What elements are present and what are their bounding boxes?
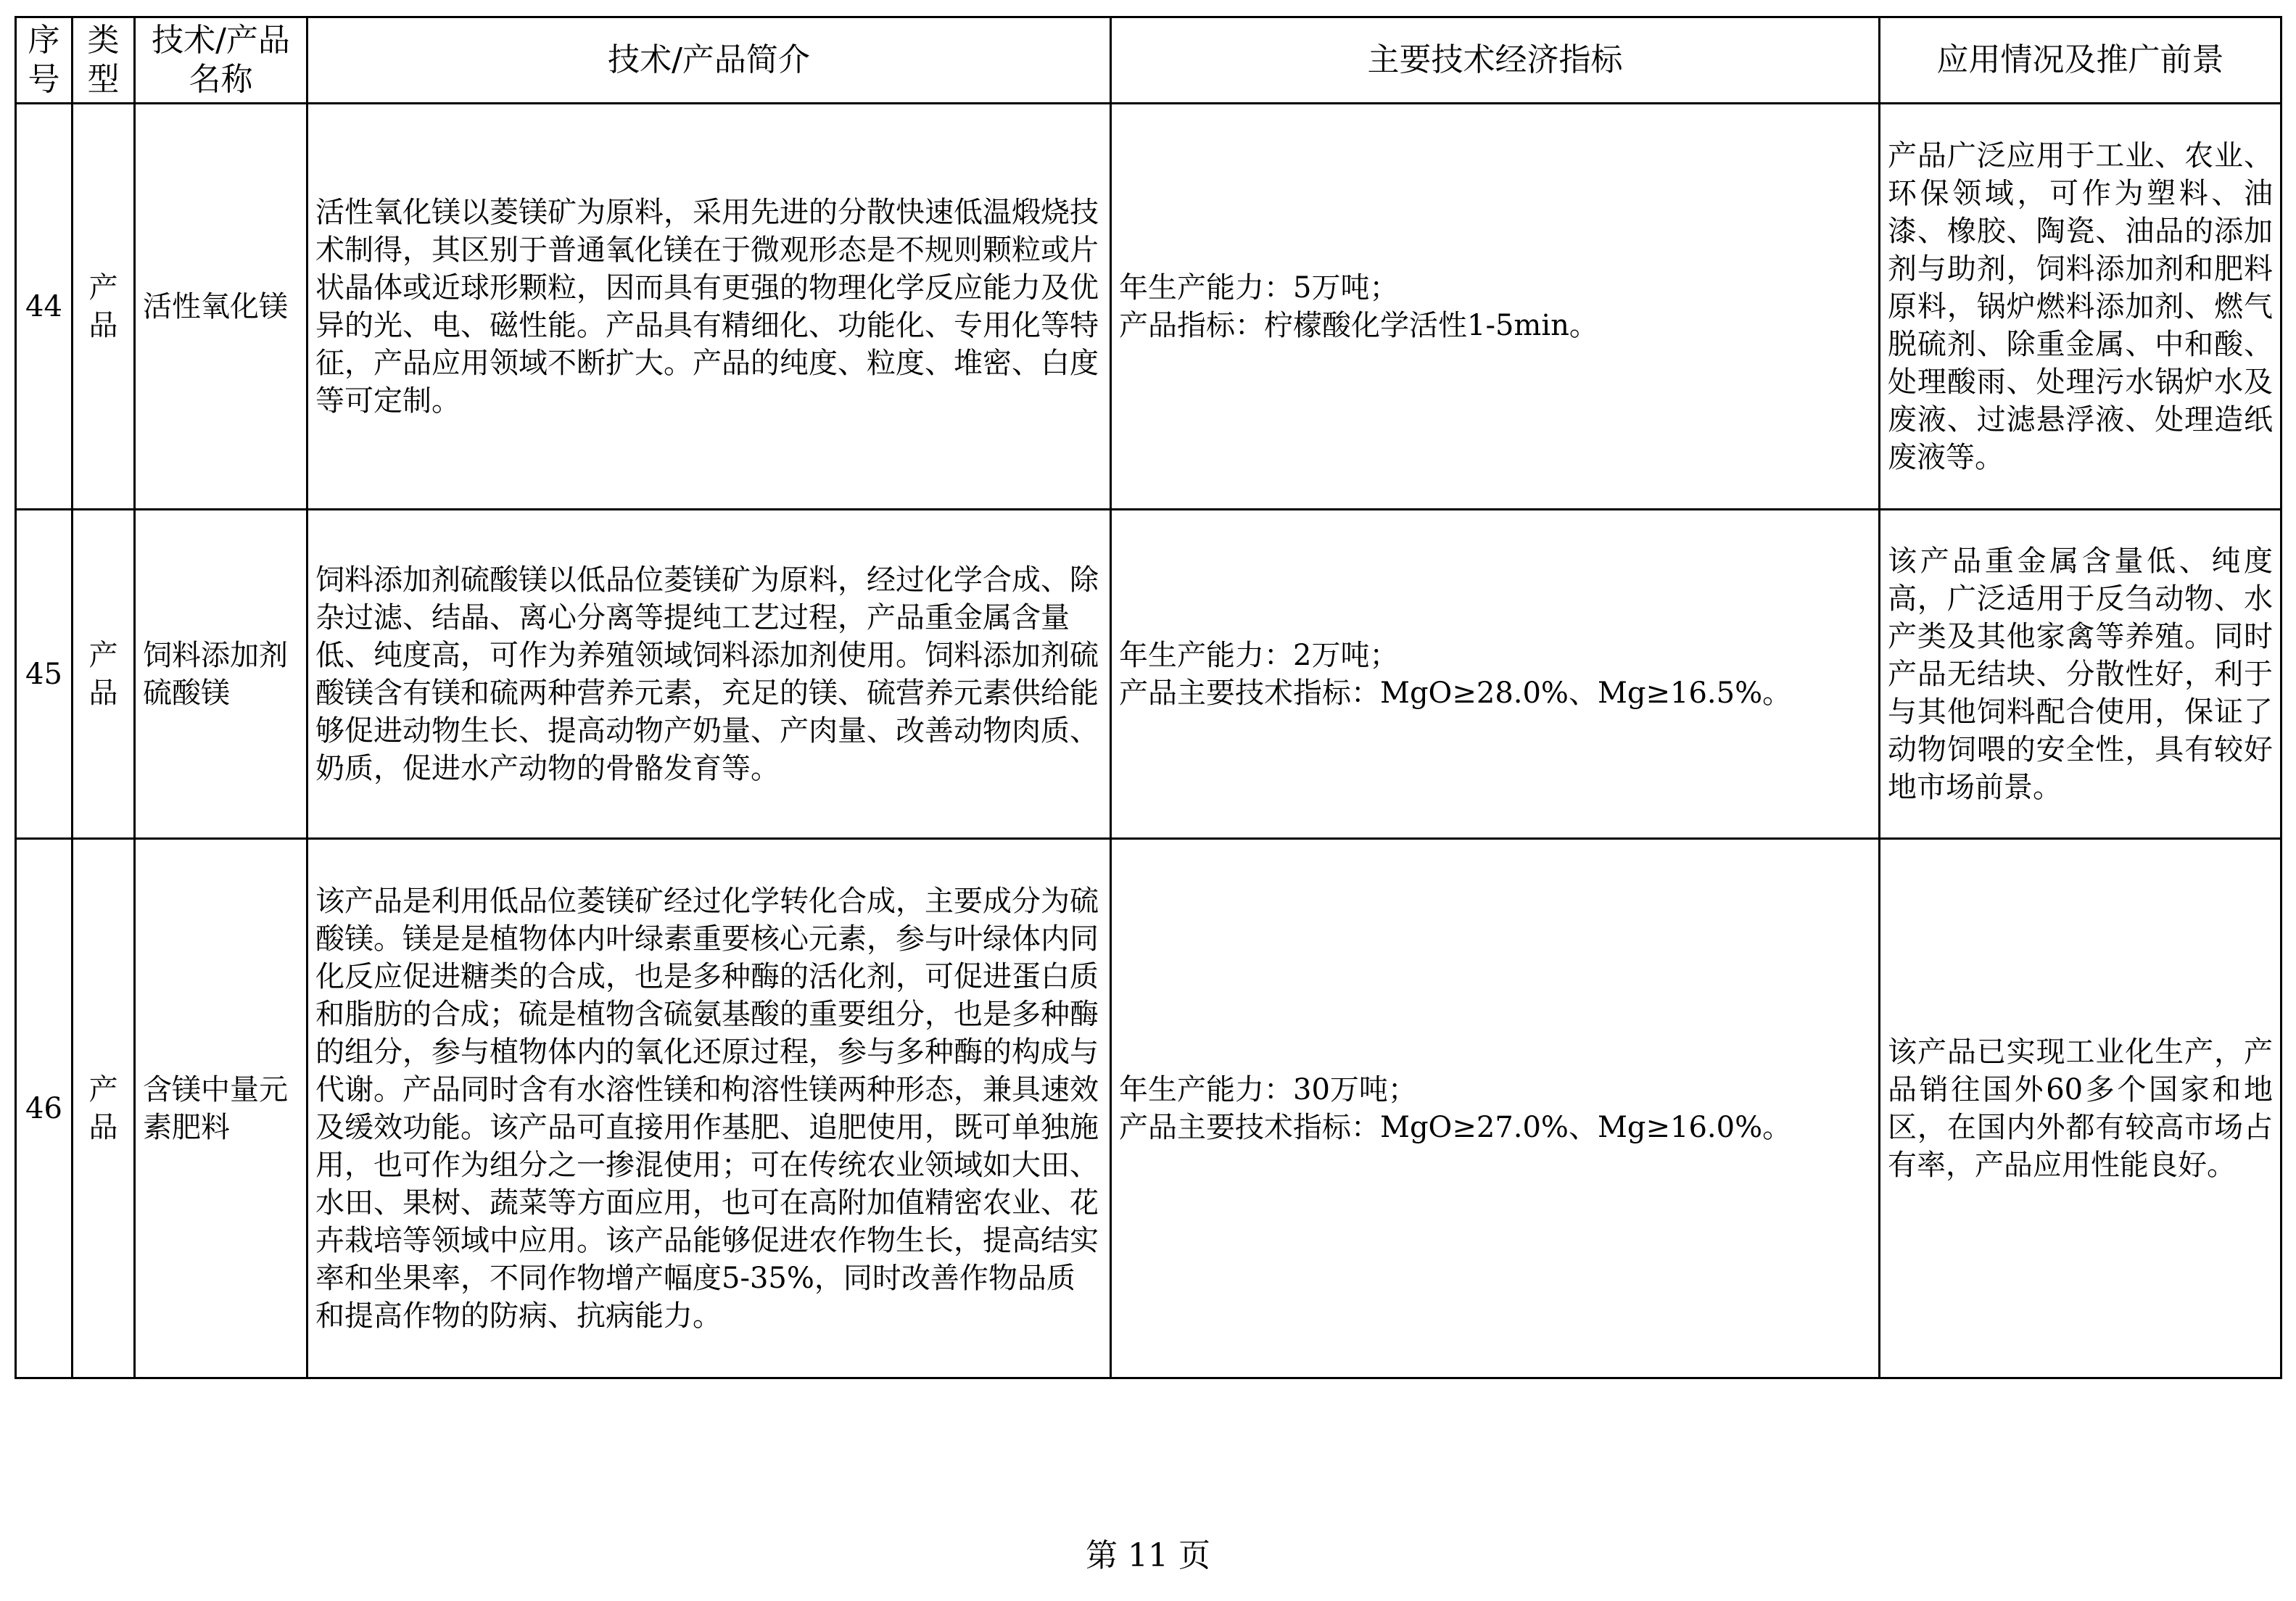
row-intro: 饲料添加剂硫酸镁以低品位菱镁矿为原料，经过化学合成、除杂过滤、结晶、离心分离等提纯工艺过程，产品重金属含量低、纯度高，可作为养殖领域饲料添加剂使用。饲料添加剂硫酸镁含有镁和硫两种营养元素，充足的镁、硫营养元素供给能够促进动物生长、提高动物产奶量、产肉量、改善动物肉质、奶质，促进水产动物的骨骼发育等。 xyxy=(307,510,1111,839)
header-intro: 技术/产品简介 xyxy=(307,17,1111,104)
row-type: 产品 xyxy=(73,104,135,510)
row-application: 该产品重金属含量低、纯度高，广泛适用于反刍动物、水产类及其他家禽等养殖。同时产品无结块、分散性好，利于与其他饲料配合使用，保证了动物饲喂的安全性，具有较好地市场前景。 xyxy=(1880,510,2281,839)
index-capacity: 年生产能力：30万吨； xyxy=(1119,1072,1417,1106)
index-capacity: 年生产能力：2万吨； xyxy=(1119,638,1399,672)
row-no: 46 xyxy=(16,839,73,1378)
row-intro: 活性氧化镁以菱镁矿为原料，采用先进的分散快速低温煅烧技术制得，其区别于普通氧化镁在于微观形态是不规则颗粒或片状晶体或近球形颗粒，因而具有更强的物理化学反应能力及优异的光、电、磁性能。产品具有精细化、功能化、专用化等特征，产品应用领域不断扩大。产品的纯度、粒度、堆密、白度等可定制。 xyxy=(307,104,1111,510)
catalog-table xyxy=(15,16,2282,1379)
row-name: 含镁中量元素肥料 xyxy=(135,839,307,1378)
row-type: 产品 xyxy=(73,510,135,839)
page-number: 第 11 页 xyxy=(1086,1537,1210,1574)
row-no: 44 xyxy=(16,104,73,510)
row-intro: 该产品是利用低品位菱镁矿经过化学转化合成，主要成分为硫酸镁。镁是是植物体内叶绿素重要核心元素，参与叶绿体内同化反应促进糖类的合成，也是多种酶的活化剂，可促进蛋白质和脂肪的合成；硫是植物含硫氨基酸的重要组分，也是多种酶的组分，参与植物体内的氧化还原过程，参与多种酶的构成与代谢。产品同时含有水溶性镁和枸溶性镁两种形态，兼具速效及缓效功能。该产品可直接用作基肥、追肥使用，既可单独施用，也可作为组分之一掺混使用；可在传统农业领域如大田、水田、果树、蔬菜等方面应用，也可在高附加值精密农业、花卉栽培等领域中应用。该产品能够促进农作物生长，提高结实率和坐果率，不同作物增产幅度5-35%，同时改善作物品质和提高作物的防病、抗病能力。 xyxy=(307,839,1111,1378)
row-no: 45 xyxy=(16,510,73,839)
row-index xyxy=(1111,839,1880,1378)
row-index xyxy=(1111,510,1880,839)
header-row xyxy=(16,17,2281,104)
header-index: 主要技术经济指标 xyxy=(1111,17,1880,104)
row-name: 活性氧化镁 xyxy=(135,104,307,510)
index-spec: 产品指标：柠檬酸化学活性1-5min。 xyxy=(1119,308,1598,342)
index-spec: 产品主要技术指标：MgO≥27.0%、Mg≥16.0%。 xyxy=(1119,1110,1792,1144)
header-application: 应用情况及推广前景 xyxy=(1880,17,2281,104)
header-name: 技术/产品名称 xyxy=(135,17,307,104)
header-no: 序号 xyxy=(16,17,73,104)
index-capacity: 年生产能力：5万吨； xyxy=(1119,270,1399,305)
row-application: 产品广泛应用于工业、农业、环保领域，可作为塑料、油漆、橡胶、陶瓷、油品的添加剂与助剂，饲料添加剂和肥料原料，锅炉燃料添加剂、燃气脱硫剂、除重金属、中和酸、处理酸雨、处理污水锅炉水及废液、过滤悬浮液、处理造纸废液等。 xyxy=(1880,104,2281,510)
row-name: 饲料添加剂硫酸镁 xyxy=(135,510,307,839)
table-row xyxy=(16,104,2281,510)
header-type: 类型 xyxy=(73,17,135,104)
index-spec: 产品主要技术指标：MgO≥28.0%、Mg≥16.5%。 xyxy=(1119,676,1792,710)
table-row xyxy=(16,839,2281,1378)
row-index xyxy=(1111,104,1880,510)
row-application: 该产品已实现工业化生产，产品销往国外60多个国家和地区，在国内外都有较高市场占有率，产品应用性能良好。 xyxy=(1880,839,2281,1378)
row-type: 产品 xyxy=(73,839,135,1378)
table-row xyxy=(16,510,2281,839)
